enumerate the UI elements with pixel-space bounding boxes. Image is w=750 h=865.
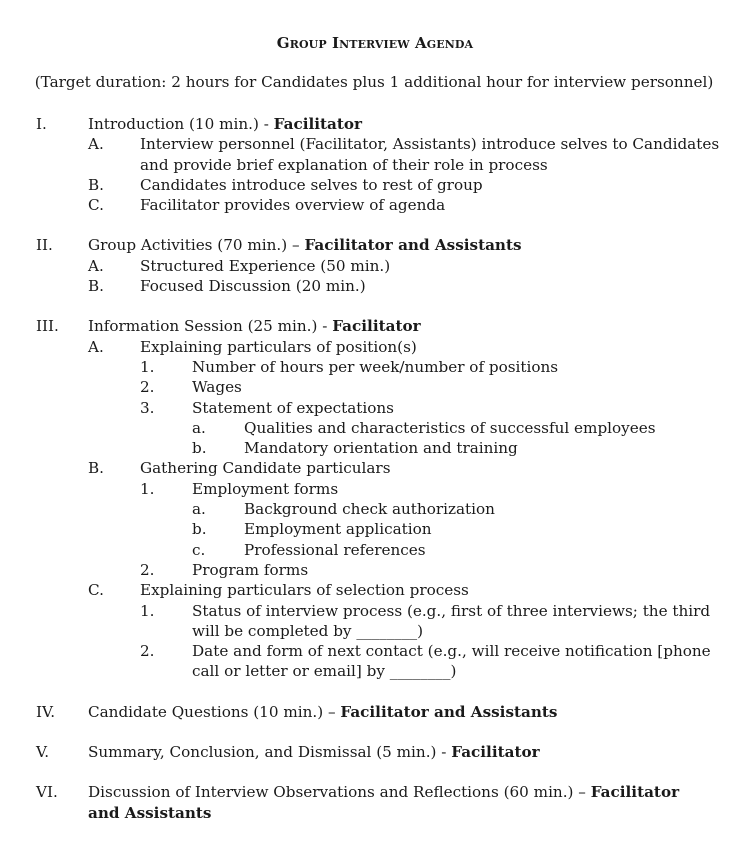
section-numeral: IV. bbox=[36, 702, 56, 721]
list-item bbox=[0, 276, 750, 296]
item-marker: 1. bbox=[140, 357, 155, 376]
item-text: Candidates introduce selves to rest of group bbox=[140, 175, 483, 194]
item-text: Facilitator provides overview of agenda bbox=[140, 196, 446, 215]
section-role: Facilitator and Assistants bbox=[304, 236, 522, 255]
list-item bbox=[0, 337, 750, 357]
agenda-section-introduction bbox=[0, 114, 750, 215]
section-heading bbox=[0, 316, 750, 336]
section-heading bbox=[0, 235, 750, 255]
item-marker: 2. bbox=[140, 642, 155, 661]
section-heading bbox=[0, 782, 750, 823]
section-role: Facilitator bbox=[451, 743, 540, 762]
section-numeral: V. bbox=[36, 743, 50, 762]
item-text: Explaining particulars of position(s) bbox=[140, 337, 417, 356]
list-item bbox=[0, 479, 750, 499]
item-marker: a. bbox=[192, 500, 206, 519]
item-text: Professional references bbox=[244, 540, 426, 559]
agenda-section-candidate-questions bbox=[0, 702, 750, 722]
list-item bbox=[0, 499, 750, 519]
item-marker: A. bbox=[88, 256, 104, 275]
section-title: Group Activities (70 min.) – bbox=[88, 236, 305, 255]
list-item bbox=[0, 580, 750, 600]
agenda-section-information-session bbox=[0, 316, 750, 681]
list-item bbox=[0, 641, 750, 682]
section-title: Discussion of Interview Observations and Reflections (60 min.) – bbox=[88, 783, 591, 802]
item-marker: 2. bbox=[140, 378, 155, 397]
list-item bbox=[0, 195, 750, 215]
section-numeral: II. bbox=[36, 236, 53, 255]
item-marker: C. bbox=[88, 581, 104, 600]
item-text: Status of interview process (e.g., first of three interviews; the third will be completed by ________) bbox=[192, 601, 711, 640]
item-text: Explaining particulars of selection process bbox=[140, 581, 469, 600]
item-marker: B. bbox=[88, 459, 104, 478]
list-item bbox=[0, 540, 750, 560]
list-item bbox=[0, 438, 750, 458]
section-role: Facilitator bbox=[273, 115, 363, 133]
section-role: Facilitator and Assistants bbox=[88, 783, 680, 822]
section-numeral: VI. bbox=[36, 783, 58, 802]
list-item bbox=[0, 377, 750, 397]
item-text: Background check authorization bbox=[244, 500, 495, 519]
section-numeral: III. bbox=[36, 317, 59, 336]
item-marker: 1. bbox=[140, 601, 155, 620]
item-marker: C. bbox=[88, 196, 104, 215]
page-title: Group Interview Agenda bbox=[276, 34, 474, 52]
list-item bbox=[0, 601, 750, 642]
item-text: Program forms bbox=[192, 560, 309, 579]
item-text: Mandatory orientation and training bbox=[244, 439, 518, 458]
item-text: Employment application bbox=[244, 520, 432, 539]
section-heading bbox=[0, 114, 750, 134]
item-text: Interview personnel (Facilitator, Assistants) introduce selves to Candidates and provide brief explanation of their role in process bbox=[140, 135, 720, 174]
section-title: Introduction (10 min.) - bbox=[88, 115, 274, 133]
section-title: Candidate Questions (10 min.) – bbox=[88, 702, 341, 721]
list-item bbox=[0, 560, 750, 580]
section-role: Facilitator bbox=[332, 317, 421, 336]
item-marker: 2. bbox=[140, 560, 155, 579]
list-item bbox=[0, 458, 750, 478]
item-text: Statement of expectations bbox=[192, 398, 394, 417]
item-text: Qualities and characteristics of successful employees bbox=[244, 418, 656, 437]
item-text: Number of hours per week/number of positions bbox=[192, 357, 559, 376]
agenda-section-discussion bbox=[0, 782, 750, 823]
agenda-outline bbox=[0, 114, 750, 823]
item-text: Gathering Candidate particulars bbox=[140, 459, 391, 478]
item-text: Wages bbox=[192, 378, 242, 397]
agenda-section-summary bbox=[0, 742, 750, 762]
section-title: Information Session (25 min.) - bbox=[88, 317, 333, 336]
agenda-section-group-activities bbox=[0, 235, 750, 296]
list-item bbox=[0, 175, 750, 195]
item-marker: a. bbox=[192, 418, 206, 437]
duration-note: (Target duration: 2 hours for Candidates plus 1 additional hour for interview personnel) bbox=[34, 73, 714, 91]
item-text: Structured Experience (50 min.) bbox=[140, 256, 391, 275]
list-item bbox=[0, 256, 750, 276]
section-title: Summary, Conclusion, and Dismissal (5 min.) - bbox=[88, 743, 452, 762]
list-item bbox=[0, 398, 750, 418]
item-marker: c. bbox=[192, 540, 206, 559]
item-marker: 3. bbox=[140, 398, 155, 417]
item-marker: A. bbox=[88, 135, 104, 154]
list-item bbox=[0, 134, 750, 175]
item-marker: A. bbox=[88, 337, 104, 356]
list-item bbox=[0, 519, 750, 539]
item-text: Employment forms bbox=[192, 479, 339, 498]
section-role: Facilitator and Assistants bbox=[340, 702, 558, 721]
item-text: Date and form of next contact (e.g., will receive notification [phone call or letter or email] by ________) bbox=[192, 642, 711, 681]
item-marker: b. bbox=[192, 520, 207, 539]
list-item bbox=[0, 357, 750, 377]
section-heading bbox=[0, 702, 750, 722]
item-text: Focused Discussion (20 min.) bbox=[140, 277, 366, 296]
item-marker: 1. bbox=[140, 479, 155, 498]
section-heading bbox=[0, 742, 750, 762]
list-item bbox=[0, 418, 750, 438]
item-marker: B. bbox=[88, 175, 104, 194]
item-marker: B. bbox=[88, 277, 104, 296]
item-marker: b. bbox=[192, 439, 207, 458]
section-numeral: I. bbox=[36, 115, 47, 133]
